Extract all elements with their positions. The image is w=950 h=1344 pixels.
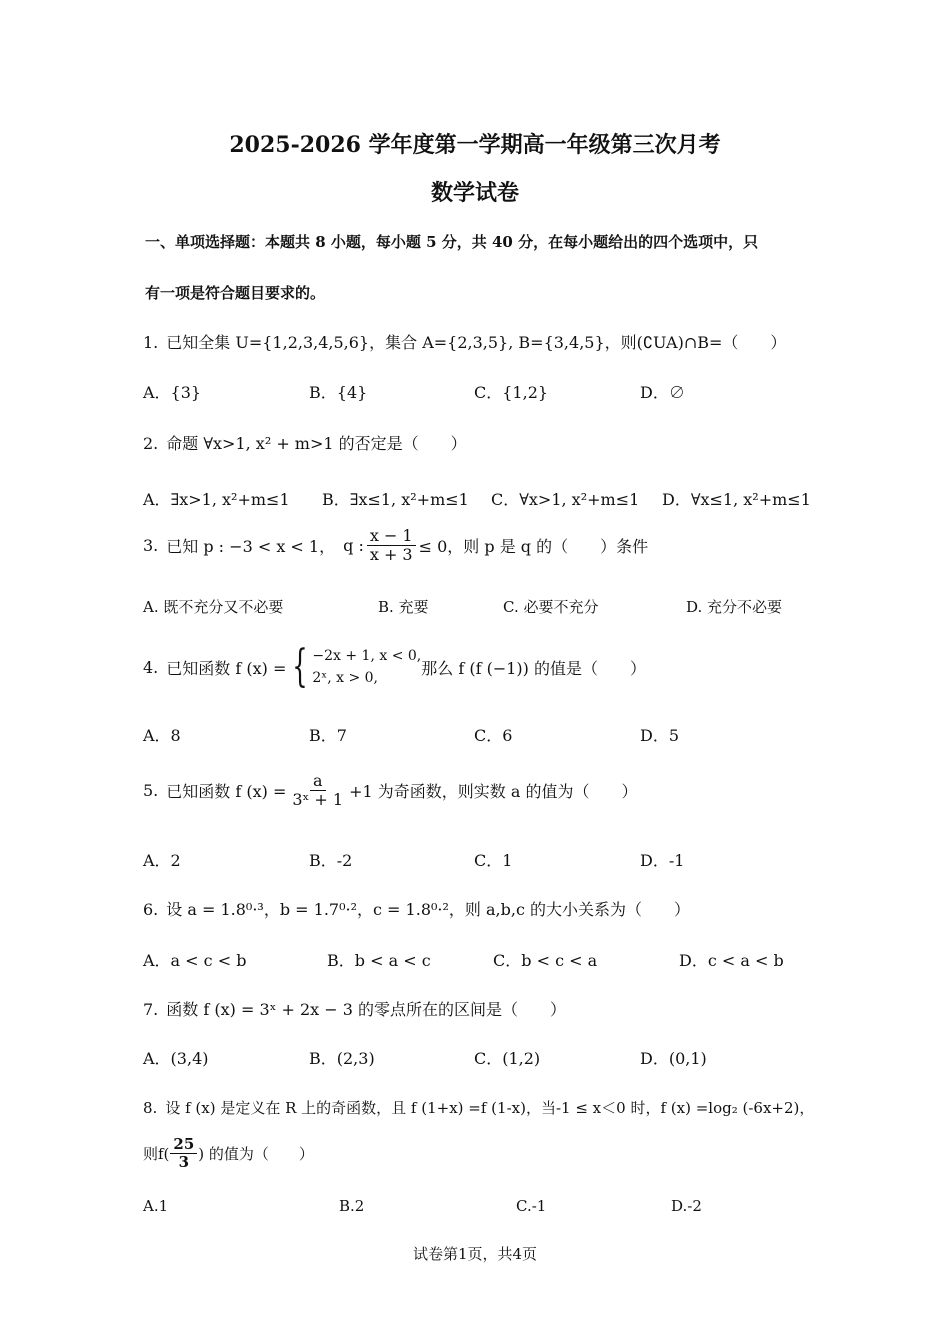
q3-option-b: B. 充要 (378, 598, 429, 616)
piecewise-case-2: 2ˣ, x > 0, (312, 670, 378, 686)
q3-option-a: A. 既不充分又不必要 (143, 598, 284, 616)
question-8 (143, 1097, 814, 1118)
q7-option-d: D．(0,1) (640, 1049, 707, 1068)
q7-option-c: C．(1,2) (474, 1049, 541, 1068)
q7-option-b: B．(2,3) (309, 1049, 375, 1068)
question-stem-part1: 已知 p : −3 < x < 1， (166, 536, 336, 556)
question-2 (143, 431, 467, 454)
question-stem-part2: ≤ 0，则 p 是 q 的（ ）条件 (418, 536, 649, 556)
question-stem-part1: 已知函数 f (x) = (166, 781, 287, 801)
q6-option-b: B．b < a < c (327, 951, 431, 970)
q2-option-c: C．∀x>1, x²+m≤1 (491, 490, 640, 509)
exam-subtitle: 数学试卷 (430, 180, 519, 206)
q6-option-a: A．a < c < b (143, 951, 247, 970)
q3-option-c: C. 必要不充分 (503, 598, 599, 616)
question-number: 5. (143, 780, 159, 800)
piecewise-function (286, 641, 422, 692)
question-6 (143, 897, 690, 920)
fraction-denominator: 3 (178, 1152, 190, 1171)
section-heading-line1: 一、单项选择题：本题共 8 小题，每小题 5 分，共 40 分，在每小题给出的四个选项中，只 (145, 233, 759, 251)
q2-option-d: D．∀x≤1, x²+m≤1 (662, 490, 811, 509)
question-stem-line2-part2: ) 的值为（ ） (198, 1144, 314, 1163)
question-number: 1. (143, 333, 159, 352)
question-5 (143, 772, 637, 808)
q3-option-d: D. 充分不必要 (686, 598, 783, 616)
q8-option-c: C.-1 (516, 1197, 547, 1215)
question-number: 8. (143, 1099, 158, 1117)
q4-option-c: C．6 (474, 726, 513, 745)
q5-option-b: B．-2 (309, 851, 353, 870)
fraction-denominator: 3ˣ + 1 (292, 789, 344, 809)
q4-option-a: A．8 (143, 726, 181, 745)
question-stem-line2-part1: 则f( (143, 1144, 170, 1163)
q5-option-a: A．2 (143, 851, 181, 870)
section-heading-line2: 有一项是符合题目要求的。 (145, 284, 326, 302)
question-number: 4. (143, 657, 159, 677)
question-stem: 命题 ∀x>1, x² + m>1 的否定是（ ） (166, 434, 467, 453)
piecewise-case-1: −2x + 1, x < 0, (312, 648, 422, 664)
question-stem: 函数 f (x) = 3ˣ + 2x − 3 的零点所在的区间是（ ） (166, 1000, 567, 1019)
fraction (289, 772, 346, 808)
fraction-denominator: x + 3 (369, 544, 413, 564)
q7-option-a: A．(3,4) (143, 1049, 209, 1068)
question-number: 3. (143, 535, 159, 555)
question-stem-part2: 那么 f (f (−1)) 的值是（ ） (421, 658, 646, 678)
q1-option-b: B．{4} (309, 383, 368, 402)
q5-option-d: D．-1 (640, 851, 685, 870)
question-3 (143, 527, 648, 563)
question-1 (143, 330, 786, 353)
question-stem: 设 a = 1.8⁰·³，b = 1.7⁰·²，c = 1.8⁰·²，则 a,b,c 的大小关系为（ ） (166, 900, 690, 919)
question-stem-part2: +1 为奇函数，则实数 a 的值为（ ） (349, 781, 638, 801)
fraction-numerator: 25 (170, 1136, 197, 1154)
q1-option-d: D．∅ (640, 383, 685, 402)
question-number: 6. (143, 900, 159, 919)
question-stem-line1: 设 f (x) 是定义在 R 上的奇函数，且 f (1+x) =f (1-x)，当-1 ≤ x＜0 时，f (x) =log₂ (-6x+2)， (165, 1099, 815, 1117)
fraction-numerator: x − 1 (367, 527, 416, 546)
q2-option-a: A．∃x>1, x²+m≤1 (143, 490, 290, 509)
question-4 (143, 641, 646, 692)
question-stem: 已知全集 U={1,2,3,4,5,6}，集合 A={2,3,5}, B={3,4,5}，则(∁UA)∩B=（ ） (166, 333, 787, 352)
question-number: 7. (143, 1000, 159, 1019)
question-8-line2 (143, 1136, 314, 1170)
q6-option-c: C．b < c < a (493, 951, 598, 970)
page-footer: 试卷第1页，共4页 (412, 1245, 538, 1263)
q2-option-b: B．∃x≤1, x²+m≤1 (322, 490, 469, 509)
fraction (170, 1136, 197, 1170)
exam-title: 2025-2026 学年度第一学期高一年级第三次月考 (229, 132, 721, 158)
q4-option-b: B．7 (309, 726, 347, 745)
q8-option-a: A.1 (143, 1197, 169, 1215)
question-stem-part1: 已知函数 f (x) = (166, 658, 287, 678)
q1-option-c: C．{1,2} (474, 383, 549, 402)
q1-option-a: A．{3} (143, 383, 202, 402)
fraction-numerator: a (310, 772, 326, 791)
q8-option-d: D.-2 (671, 1197, 702, 1215)
q5-option-c: C．1 (474, 851, 513, 870)
q8-option-b: B.2 (339, 1197, 365, 1215)
left-brace-icon: { (292, 641, 309, 692)
q6-option-d: D．c < a < b (679, 951, 784, 970)
question-stem-q: q : (343, 535, 364, 555)
question-number: 2. (143, 434, 159, 453)
fraction (367, 527, 416, 563)
question-7 (143, 997, 566, 1020)
q4-option-d: D．5 (640, 726, 680, 745)
